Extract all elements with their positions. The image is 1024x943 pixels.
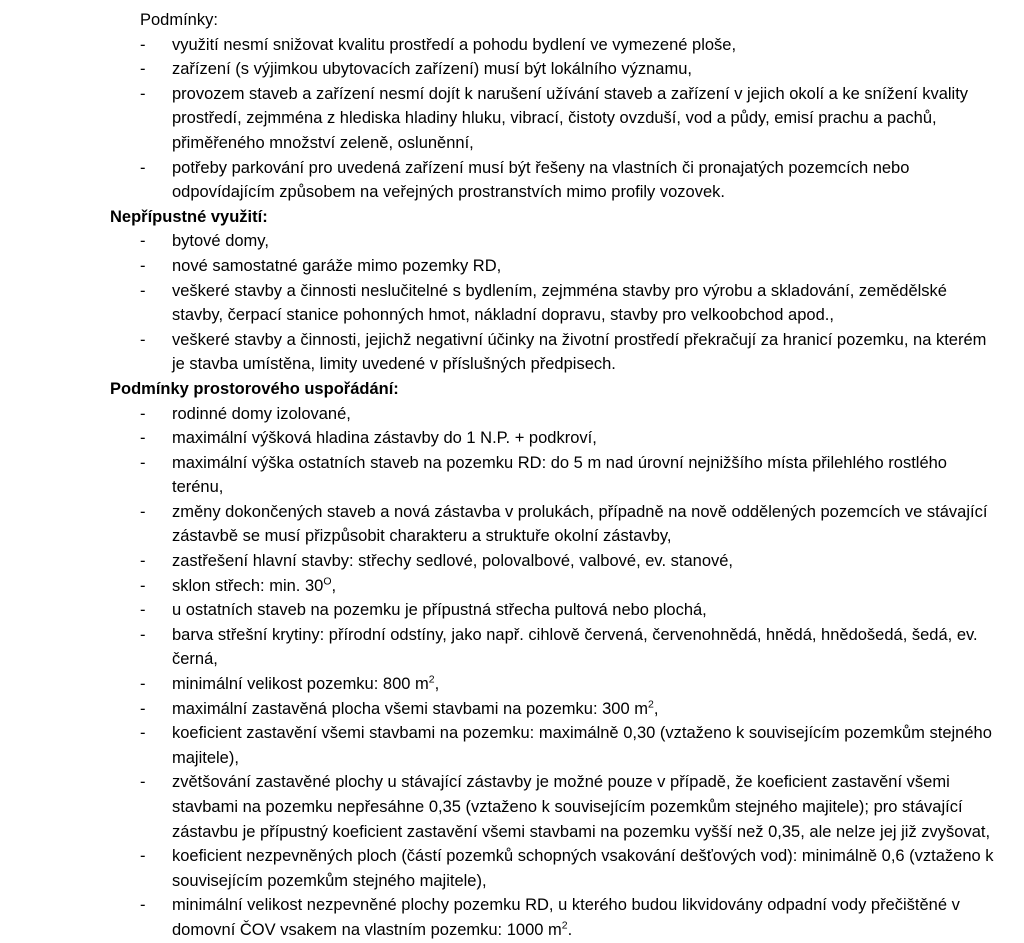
list-item-bullet: - [140, 158, 146, 177]
list-item-text: rodinné domy izolované, [172, 404, 351, 423]
list-item-bullet: - [140, 576, 146, 595]
list-item [110, 328, 994, 377]
list-item-text: změny dokončených staveb a nová zástavba v prolukách, případně na nově oddělených pozemcích ve stávající zástavbě se musí přizpůsobit charakteru a struktuře okolní zástavby, [172, 502, 988, 546]
list-item [110, 672, 994, 697]
list-item-text: maximální výšková hladina zástavby do 1 N.P. + podkroví, [172, 429, 597, 448]
list-item-text: barva střešní krytiny: přírodní odstíny, jako např. cihlově červená, červenohnědá, hnědá, hnědošedá, šedá, ev. černá, [172, 625, 978, 669]
list-item-bullet: - [140, 232, 146, 251]
list-item-bullet: - [140, 724, 146, 743]
list-item-text: provozem staveb a zařízení nesmí dojít k narušení užívání staveb a zařízení v jejich okolí a ke snížení kvality prostředí, zejmména z hlediska hladiny hluku, vibrací, čistoty ovzduší, vod a půdy, emisí prachu a pachů, přiměřeného množství zeleně, osluněnní, [172, 84, 969, 152]
section-heading: Podmínky prostorového uspořádání: [110, 379, 399, 398]
list-item-bullet: - [140, 896, 146, 915]
list-item-text: u ostatních staveb na pozemku je přípustná střecha pultová nebo plochá, [172, 601, 707, 620]
list-item [110, 279, 994, 328]
list-item-bullet: - [140, 35, 146, 54]
list-item-bullet: - [140, 404, 146, 423]
list-item-text: potřeby parkování pro uvedená zařízení musí být řešeny na vlastních či pronajatých pozemcích nebo odpovídajícím způsobem na veřejných prostranstvích mimo profily vozovek. [172, 158, 910, 202]
list-item [110, 254, 994, 279]
list-item-bullet: - [140, 330, 146, 349]
list-item-text: minimální velikost pozemku: 800 $m^2$, [172, 673, 440, 694]
list-item-text: koeficient nezpevněných ploch (částí pozemků schopných vsakování dešťových vod): minimálně 0,6 (vztaženo k souvisejícím pozemkům stejného majitele), [172, 847, 994, 890]
list-item-bullet: - [140, 502, 146, 521]
list-item-bullet: - [140, 84, 146, 103]
list-item-bullet: - [140, 453, 146, 472]
list-item-text: zvětšování zastavěné plochy u stávající zástavby je možné pouze v případě, že koeficient zastavění všemi stavbami na pozemku nepřesáhne 0,35 (vztaženo k souvisejícím pozemkům stejného majitele); pro stávající zástavbu je přípustný koeficient zastavění všemi stavbami na pozemku vyšší než 0,35, ale nelze jej již zvyšovat, [172, 773, 991, 841]
list-item-bullet: - [140, 601, 146, 620]
document-section [110, 205, 994, 377]
list-item [110, 33, 994, 58]
list-item-text: maximální výška ostatních staveb na pozemku RD: do 5 m nad úrovní nejnižšího místa přilehlého rostlého terénu, [172, 453, 947, 497]
list-item-bullet: - [140, 699, 146, 718]
section-list [110, 33, 994, 205]
list-item [110, 82, 994, 156]
list-item [110, 156, 994, 205]
list-item-text: koeficient zastavění všemi stavbami na pozemku: maximálně 0,30 (vztaženo k souvisejícím pozemkům stejného majitele), [172, 724, 992, 767]
list-item [110, 574, 994, 599]
list-item [110, 844, 994, 893]
list-item-text: využití nesmí snižovat kvalitu prostředí a pohodu bydlení ve vymezené ploše, [172, 35, 737, 54]
section-heading: Nepřípustné využití: [110, 207, 268, 226]
section-list [110, 402, 994, 943]
list-item [110, 697, 994, 722]
list-item [110, 549, 994, 574]
list-item-text: maximální zastavěná plocha všemi stavbami na pozemku: 300 $m^2$, [172, 698, 659, 718]
list-item [110, 402, 994, 427]
list-item-bullet: - [140, 281, 146, 300]
list-item-text: veškeré stavby a činnosti neslučitelné s bydlením, zejmména stavby pro výrobu a skladování, zemědělské stavby, čerpací stanice pohonných hmot, nákladní dopravu, stavby pro velkoobchod apod., [172, 281, 947, 325]
list-item-text: nové samostatné garáže mimo pozemky RD, [172, 256, 502, 275]
list-item-bullet: - [140, 773, 146, 792]
list-item-bullet: - [140, 552, 146, 571]
list-item [110, 623, 994, 672]
list-item-text: minimální velikost nezpevněné plochy pozemku RD, u kterého budou likvidovány odpadní vody přečištěné v domovní ČOV vsakem na vlastním pozemku: 1000 $m^2$. [172, 896, 960, 939]
list-item-bullet: - [140, 625, 146, 644]
list-item-text: bytové domy, [172, 232, 269, 251]
list-item-bullet: - [140, 847, 146, 866]
section-list [110, 229, 994, 377]
list-item [110, 770, 994, 844]
list-item-bullet: - [140, 60, 146, 79]
list-item [110, 451, 994, 500]
document-section [110, 377, 994, 943]
list-item-bullet: - [140, 675, 146, 694]
list-item [110, 721, 994, 770]
list-item-bullet: - [140, 256, 146, 275]
list-item [110, 57, 994, 82]
list-item-text: sklon střech: min. $30^O$, [172, 575, 337, 595]
list-item-text: zařízení (s výjimkou ubytovacích zařízení) musí být lokálního významu, [172, 60, 692, 79]
list-item [110, 229, 994, 254]
section-heading: Podmínky: [140, 11, 218, 29]
document-section [110, 8, 994, 205]
list-item [110, 500, 994, 549]
list-item [110, 426, 994, 451]
document-body [110, 8, 994, 943]
list-item-text: zastřešení hlavní stavby: střechy sedlové, polovalbové, valbové, ev. stanové, [172, 552, 733, 571]
list-item-text: veškeré stavby a činnosti, jejichž negativní účinky na životní prostředí překračují za hranicí pozemku, na kterém je stavba umístěna, limity uvedené v příslušných předpisech. [172, 330, 987, 374]
list-item [110, 893, 994, 942]
list-item-bullet: - [140, 429, 146, 448]
list-item [110, 598, 994, 623]
